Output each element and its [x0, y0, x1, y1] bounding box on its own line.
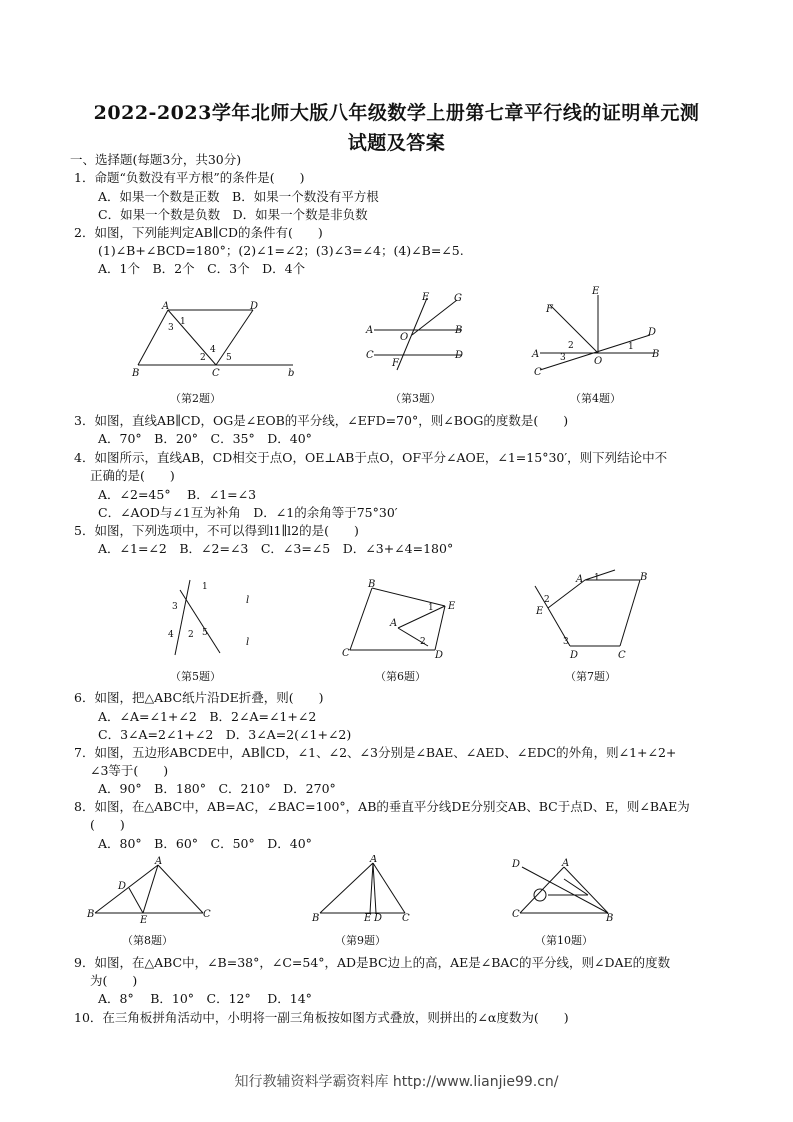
svg-text:E: E: [422, 292, 430, 303]
svg-text:C: C: [534, 367, 542, 378]
svg-text:D: D: [250, 301, 259, 312]
q7-opts: A．90° B．180° C．210° D．270°: [98, 781, 336, 796]
svg-text:1: 1: [202, 582, 208, 592]
q1-opts-2: C．如果一个数是负数 D．如果一个数是非负数: [98, 207, 368, 222]
q4-opts-1: A．∠2=45° B．∠1=∠3: [98, 487, 257, 502]
doc-title-line1: 2022-2023学年北师大版八年级数学上册第七章平行线的证明单元测: [93, 102, 700, 124]
svg-text:1: 1: [428, 603, 434, 613]
q8-opts: A．80° B．60° C．50° D．40°: [98, 836, 312, 851]
svg-text:l: l: [246, 637, 250, 648]
svg-text:2: 2: [200, 353, 206, 363]
svg-text:2: 2: [188, 630, 194, 640]
svg-text:B: B: [640, 572, 648, 583]
svg-text:B: B: [652, 349, 660, 360]
svg-text:A: A: [370, 855, 378, 865]
svg-text:C: C: [366, 350, 374, 361]
q4-stem-2: 正确的是( ): [90, 468, 175, 483]
figure-q2: [128, 300, 298, 380]
svg-text:1: 1: [594, 573, 600, 583]
q2-stem: 2．如图，下列能判定AB∥CD的条件有( ): [74, 225, 323, 240]
q4-opts-2: C．∠AOD与∠1互为补角 D．∠1的余角等于75°30′: [98, 505, 398, 520]
svg-text:D: D: [118, 881, 127, 892]
svg-text:2: 2: [544, 595, 550, 605]
svg-text:l: l: [246, 595, 250, 606]
svg-text:A: A: [366, 325, 374, 336]
svg-text:E: E: [536, 606, 544, 617]
q2-opts: A．1个 B．2个 C．3个 D．4个: [98, 261, 306, 276]
svg-text:1: 1: [628, 342, 634, 352]
figure-q4: [530, 285, 665, 380]
section-heading: 一、选择题(每题3分，共30分): [70, 152, 242, 167]
svg-text:A: A: [532, 349, 540, 360]
caption-q2: （第2题）: [170, 392, 221, 405]
svg-text:B: B: [87, 909, 95, 920]
caption-q8: （第8题）: [122, 934, 173, 947]
figure-q9: [310, 855, 415, 925]
q3-stem: 3．如图，直线AB∥CD，OG是∠EOB的平分线，∠EFD=70°，则∠BOG的度数是( ): [74, 413, 569, 428]
svg-text:A: A: [162, 301, 170, 312]
q9-stem-2: 为( ): [90, 973, 138, 988]
figure-q3: [362, 290, 472, 375]
svg-text:5: 5: [202, 628, 208, 638]
svg-text:B: B: [455, 325, 463, 336]
q8-stem: 8．如图，在△ABC中，AB=AC，∠BAC=100°，AB的垂直平分线DE分别交AB、BC于点D、E，则∠BAE为: [74, 799, 690, 814]
svg-text:E: E: [140, 915, 148, 925]
svg-text:3: 3: [563, 637, 569, 647]
q10-stem: 10．在三角板拼角活动中，小明将一副三角板按如图方式叠放，则拼出的∠α度数为( ): [74, 1010, 569, 1025]
caption-q6: （第6题）: [375, 670, 426, 683]
svg-text:E: E: [592, 286, 600, 297]
footer-watermark: 知行教辅资料学霸资料库 http://www.lianjie99.cn/: [234, 1074, 559, 1090]
q5-stem: 5．如图，下列选项中，不可以得到l1∥l2的是( ): [74, 523, 359, 538]
caption-q3: （第3题）: [390, 392, 441, 405]
svg-text:G: G: [454, 293, 462, 304]
q7-stem: 7．如图，五边形ABCDE中，AB∥CD，∠1、∠2、∠3分别是∠BAE、∠AED、∠EDC的外角，则∠1+∠2+: [74, 745, 677, 760]
svg-text:E: E: [364, 913, 372, 924]
svg-text:4: 4: [210, 345, 216, 355]
caption-q9: （第9题）: [335, 934, 386, 947]
figure-q8: [85, 855, 215, 925]
svg-text:A: A: [562, 858, 570, 869]
svg-text:C: C: [203, 909, 211, 920]
figure-q6: [340, 578, 460, 663]
svg-text:2: 2: [568, 341, 574, 351]
doc-title-line2: 试题及答案: [347, 132, 446, 154]
svg-text:O: O: [594, 356, 603, 367]
caption-q4: （第4题）: [570, 392, 621, 405]
q9-opts: A．8° B．10° C．12° D．14°: [98, 991, 312, 1006]
svg-text:5: 5: [226, 353, 232, 363]
svg-text:B: B: [368, 579, 376, 590]
svg-text:C: C: [342, 648, 350, 659]
svg-text:A: A: [155, 856, 163, 867]
svg-text:1: 1: [180, 317, 186, 327]
q6-stem: 6．如图，把△ABC纸片沿DE折叠，则( ): [74, 690, 324, 705]
svg-text:D: D: [435, 650, 444, 661]
svg-text:D: D: [512, 859, 521, 870]
figure-q10: [508, 855, 623, 925]
q7-stem-2: ∠3等于( ): [90, 763, 169, 778]
svg-text:B: B: [606, 913, 614, 924]
svg-text:A: A: [390, 618, 398, 629]
caption-q10: （第10题）: [535, 934, 593, 947]
caption-q5: （第5题）: [170, 670, 221, 683]
q1-opts-1: A．如果一个数是正数 B．如果一个数没有平方根: [98, 189, 379, 204]
q1-stem: 1．命题“负数没有平方根”的条件是( ): [74, 170, 305, 185]
svg-text:D: D: [570, 650, 579, 661]
svg-text:O: O: [400, 332, 409, 343]
svg-text:2: 2: [420, 637, 426, 647]
svg-text:F: F: [546, 304, 553, 315]
figure-q7: [530, 568, 660, 663]
q2-conditions: (1)∠B+∠BCD=180°；(2)∠1=∠2；(3)∠3=∠4；(4)∠B=∠5.: [98, 243, 464, 258]
q5-opts: A．∠1=∠2 B．∠2=∠3 C．∠3=∠5 D．∠3+∠4=180°: [98, 541, 454, 556]
svg-text:3: 3: [560, 353, 566, 363]
svg-text:3: 3: [168, 323, 174, 333]
svg-text:C: C: [618, 650, 626, 661]
figure-q5: [160, 575, 270, 660]
svg-text:A: A: [576, 574, 584, 585]
svg-text:C: C: [212, 368, 220, 379]
svg-text:F: F: [392, 358, 399, 369]
svg-text:D: D: [455, 350, 464, 361]
svg-text:C: C: [402, 913, 410, 924]
svg-text:B: B: [312, 913, 320, 924]
svg-text:D: D: [648, 327, 657, 338]
caption-q7: （第7题）: [565, 670, 616, 683]
svg-text:D: D: [374, 913, 383, 924]
svg-text:b: b: [288, 368, 295, 379]
q4-stem: 4．如图所示，直线AB，CD相交于点O，OE⊥AB于点O，OF平分∠AOE，∠1=15°30′，则下列结论中不: [74, 450, 668, 465]
q8-stem-2: ( ): [90, 817, 125, 832]
svg-text:B: B: [132, 368, 140, 379]
q6-opts-1: A．∠A=∠1+∠2 B．2∠A=∠1+∠2: [98, 709, 317, 724]
svg-text:3: 3: [172, 602, 178, 612]
svg-text:4: 4: [168, 630, 174, 640]
svg-text:E: E: [448, 601, 456, 612]
q9-stem: 9．如图，在△ABC中，∠B=38°，∠C=54°，AD是BC边上的高，AE是∠BAC的平分线，则∠DAE的度数: [74, 955, 671, 970]
svg-text:C: C: [512, 909, 520, 920]
q6-opts-2: C．3∠A=2∠1+∠2 D．3∠A=2(∠1+∠2): [98, 727, 352, 742]
q3-opts: A．70° B．20° C．35° D．40°: [98, 431, 312, 446]
